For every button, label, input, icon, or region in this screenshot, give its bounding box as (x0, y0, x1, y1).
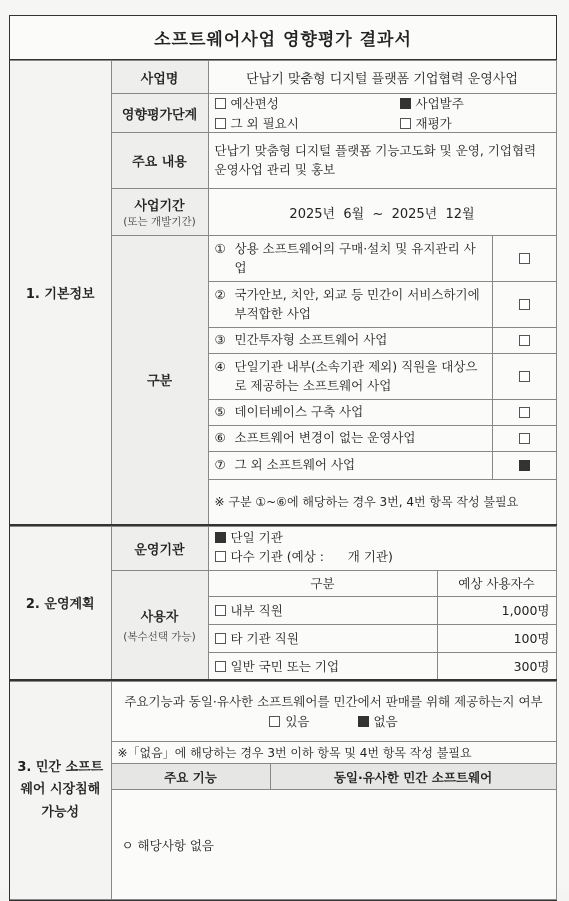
checkbox-unchecked-icon[interactable] (519, 433, 530, 444)
category-number: ① (214, 241, 226, 257)
section2-label: 2. 운영계획 (10, 526, 111, 680)
checkbox-checked-icon[interactable] (519, 460, 530, 471)
category-text: 민간투자형 소프트웨어 사업 (234, 332, 388, 348)
checkbox-unchecked-icon[interactable] (215, 661, 226, 672)
category-item (208, 354, 492, 400)
category-checkbox-cell[interactable] (492, 328, 556, 354)
category-item (208, 452, 492, 480)
period-label-text: 사업기간 (134, 199, 185, 214)
category-text: 단일기관 내부(소속기관 제외) 직원을 대상으로 제공하는 소프트웨어 사업 (234, 359, 478, 393)
category-item (208, 236, 492, 282)
checkbox-unchecked-icon[interactable] (215, 98, 226, 109)
category-checkbox-cell[interactable] (492, 400, 556, 426)
checkbox-unchecked-icon[interactable] (215, 633, 226, 644)
stage-option-label: 예산편성 (230, 96, 279, 111)
stage-option-label: 그 외 필요시 (230, 116, 299, 131)
category-label: 구분 (111, 236, 208, 525)
checkbox-unchecked-icon[interactable] (400, 118, 411, 129)
checkbox-unchecked-icon[interactable] (519, 299, 530, 310)
user-type[interactable] (208, 596, 437, 624)
stage-option[interactable] (215, 94, 400, 112)
none-text: ㅇ 해당사항 없음 (111, 790, 556, 900)
category-number: ④ (214, 359, 226, 375)
section3-label: 3. 민간 소프트웨어 시장침해 가능성 (10, 682, 111, 900)
checkbox-unchecked-icon[interactable] (519, 253, 530, 264)
user-type-label: 내부 직원 (230, 603, 283, 618)
category-text: 데이터베이스 구축 사업 (234, 404, 364, 420)
category-number: ⑦ (214, 457, 226, 473)
category-item (208, 328, 492, 354)
user-head-category: 구분 (208, 570, 437, 596)
user-count: 300명 (437, 652, 556, 680)
user-type[interactable] (208, 624, 437, 652)
col-main-function: 주요 기능 (111, 764, 270, 790)
checkbox-unchecked-icon[interactable] (215, 605, 226, 616)
operation-plan-table (10, 526, 557, 682)
answer-options (118, 712, 550, 731)
basic-info-table (10, 60, 557, 526)
stage-option[interactable] (400, 94, 557, 112)
period-label (111, 189, 208, 236)
project-name-label: 사업명 (111, 61, 208, 94)
assessment-form (9, 15, 557, 901)
answer-option[interactable] (358, 714, 398, 729)
user-type-label: 타 기관 직원 (230, 631, 299, 646)
market-impact-table (10, 681, 557, 900)
question-cell (111, 682, 556, 742)
org-option[interactable] (215, 529, 550, 548)
checkbox-checked-icon[interactable] (215, 532, 226, 543)
org-option-label: 다수 기관 (예상 : 개 기관) (230, 549, 393, 564)
checkbox-unchecked-icon[interactable] (519, 407, 530, 418)
content-value: 단납기 맞춤형 디지털 플랫폼 기능고도화 및 운영, 기업협력 운영사업 관리 및 홍보 (208, 133, 556, 189)
category-text: 상용 소프트웨어의 구매·설치 및 유지관리 사업 (234, 241, 476, 275)
market-note: ※「없음」에 해당하는 경우 3번 이하 항목 및 4번 항목 작성 불필요 (111, 742, 556, 764)
stage-option[interactable] (400, 114, 557, 132)
stage-option[interactable] (215, 114, 400, 132)
stage-label: 영향평가단계 (111, 94, 208, 133)
category-checkbox-cell[interactable] (492, 354, 556, 400)
stage-options (208, 94, 556, 133)
answer-label: 있음 (285, 713, 310, 729)
section1-label: 1. 기본정보 (10, 61, 111, 525)
category-number: ③ (214, 332, 226, 348)
col-similar-software: 동일·유사한 민간 소프트웨어 (270, 764, 556, 790)
project-name-value: 단납기 맞춤형 디지털 플랫폼 기업협력 운영사업 (208, 61, 556, 94)
category-item (208, 426, 492, 452)
period-value: 2025년 6월 ~ 2025년 12월 (208, 189, 556, 236)
content-label: 주요 내용 (111, 133, 208, 189)
user-type-label: 일반 국민 또는 기업 (230, 658, 340, 674)
checkbox-unchecked-icon[interactable] (269, 716, 280, 727)
org-option-label: 단일 기관 (230, 530, 283, 546)
checkbox-unchecked-icon[interactable] (215, 118, 226, 129)
category-item (208, 400, 492, 426)
category-text: 소프트웨어 변경이 없는 운영사업 (234, 430, 416, 446)
stage-option-label: 재평가 (415, 116, 452, 131)
category-note: ※ 구분 ①~⑥에 해당하는 경우 3번, 4번 항목 작성 불필요 (208, 480, 556, 525)
org-label: 운영기관 (111, 526, 208, 570)
form-title: 소프트웨어사업 영향평가 결과서 (10, 16, 556, 60)
category-number: ⑥ (214, 430, 226, 446)
stage-option-label: 사업발주 (415, 96, 464, 111)
checkbox-checked-icon[interactable] (358, 716, 369, 727)
category-text: 국가안보, 치안, 외교 등 민간이 서비스하기에 부적합한 사업 (234, 287, 480, 321)
answer-option[interactable] (269, 714, 309, 729)
period-sublabel: (또는 개발기간) (123, 216, 196, 228)
checkbox-unchecked-icon[interactable] (519, 335, 530, 346)
category-checkbox-cell[interactable] (492, 282, 556, 328)
category-number: ② (214, 287, 226, 303)
user-count: 100명 (437, 624, 556, 652)
user-label-text: 사용자 (140, 609, 179, 625)
user-count: 1,000명 (437, 596, 556, 624)
checkbox-unchecked-icon[interactable] (519, 371, 530, 382)
category-checkbox-cell[interactable] (492, 426, 556, 452)
user-type[interactable] (208, 652, 437, 680)
category-text: 그 외 소프트웨어 사업 (234, 457, 356, 473)
market-question: 주요기능과 동일·유사한 소프트웨어를 민간에서 판매를 위해 제공하는지 여부 (124, 694, 543, 710)
category-checkbox-cell[interactable] (492, 236, 556, 282)
checkbox-unchecked-icon[interactable] (215, 551, 226, 562)
checkbox-checked-icon[interactable] (400, 98, 411, 109)
category-item (208, 282, 492, 328)
user-head-count: 예상 사용자수 (437, 570, 556, 596)
org-option[interactable] (215, 548, 550, 567)
user-sublabel: (복수선택 가능) (123, 630, 196, 643)
user-label (111, 570, 208, 680)
answer-label: 없음 (373, 713, 398, 729)
org-options (208, 526, 556, 570)
category-checkbox-cell[interactable] (492, 452, 556, 480)
category-number: ⑤ (214, 404, 226, 420)
